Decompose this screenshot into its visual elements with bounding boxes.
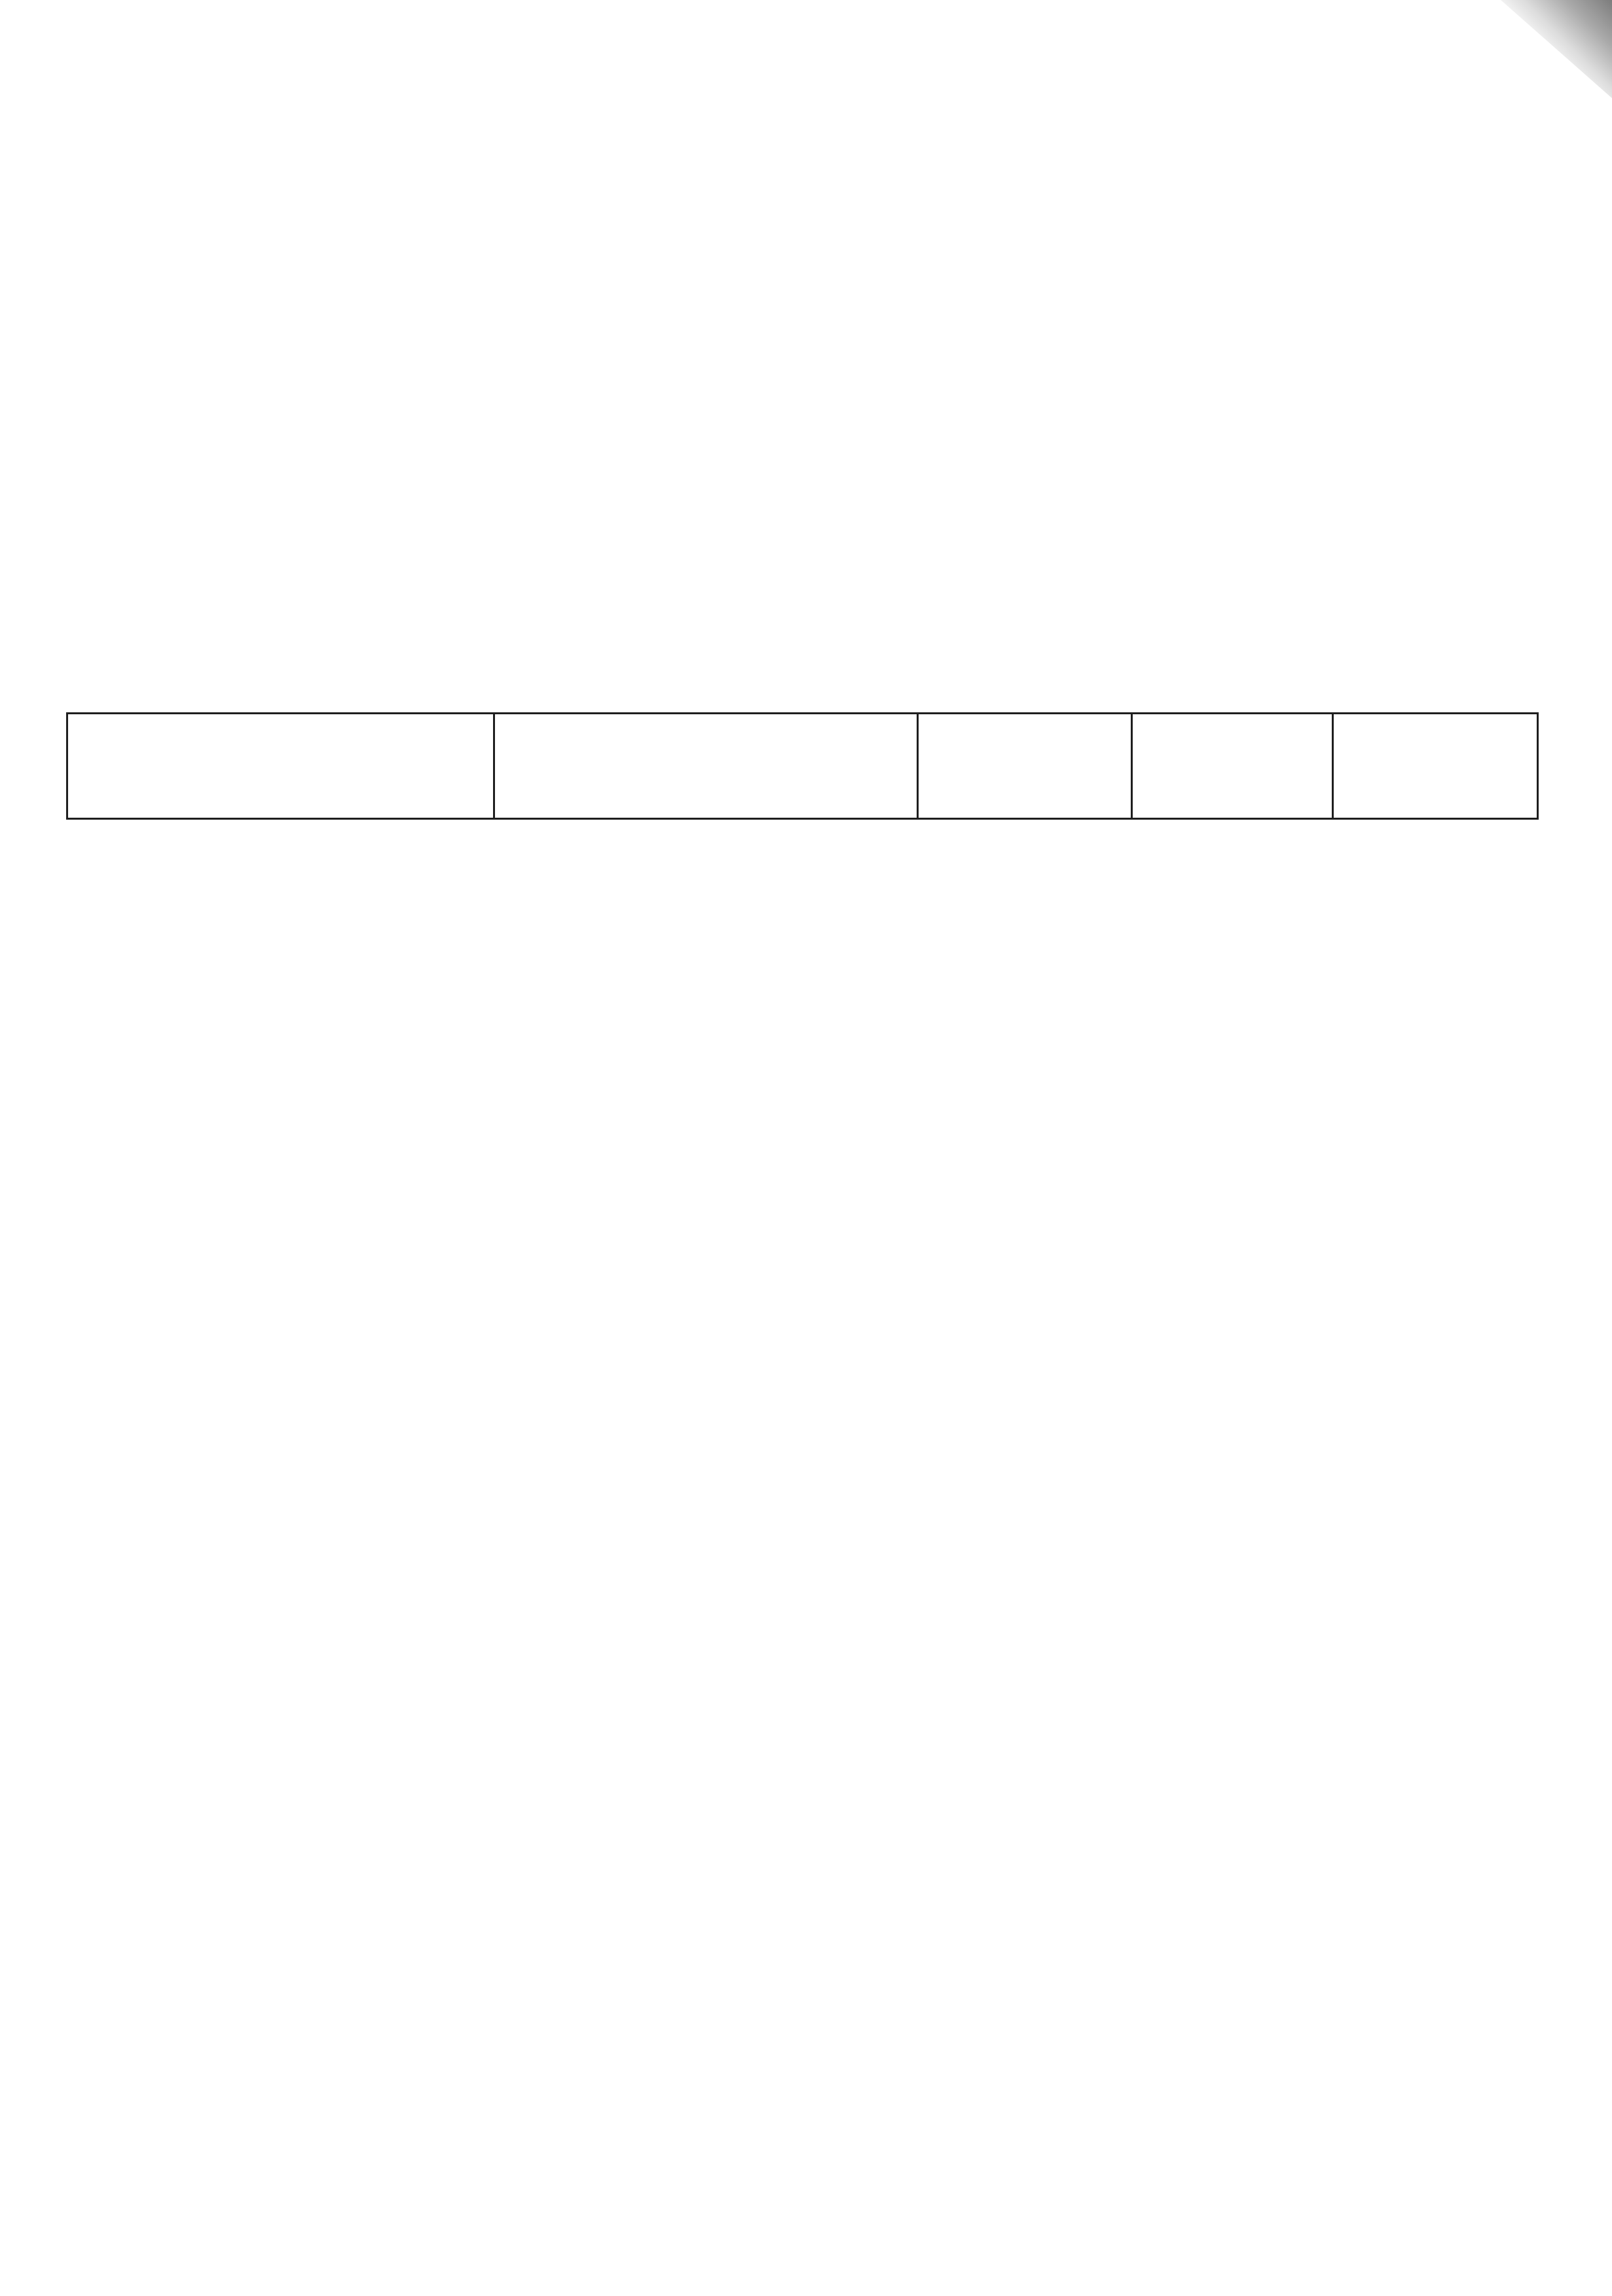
safety-table-body	[67, 714, 1538, 819]
page-corner-fold	[1501, 0, 1612, 98]
header-test-results	[1132, 714, 1333, 819]
header-measurement-error	[1333, 714, 1538, 819]
header-allowed-levels	[918, 714, 1132, 819]
header-test-method	[494, 714, 918, 819]
header-indicator-name	[67, 714, 494, 819]
safety-indicators-table	[66, 712, 1539, 820]
table-header-row	[67, 714, 1538, 819]
